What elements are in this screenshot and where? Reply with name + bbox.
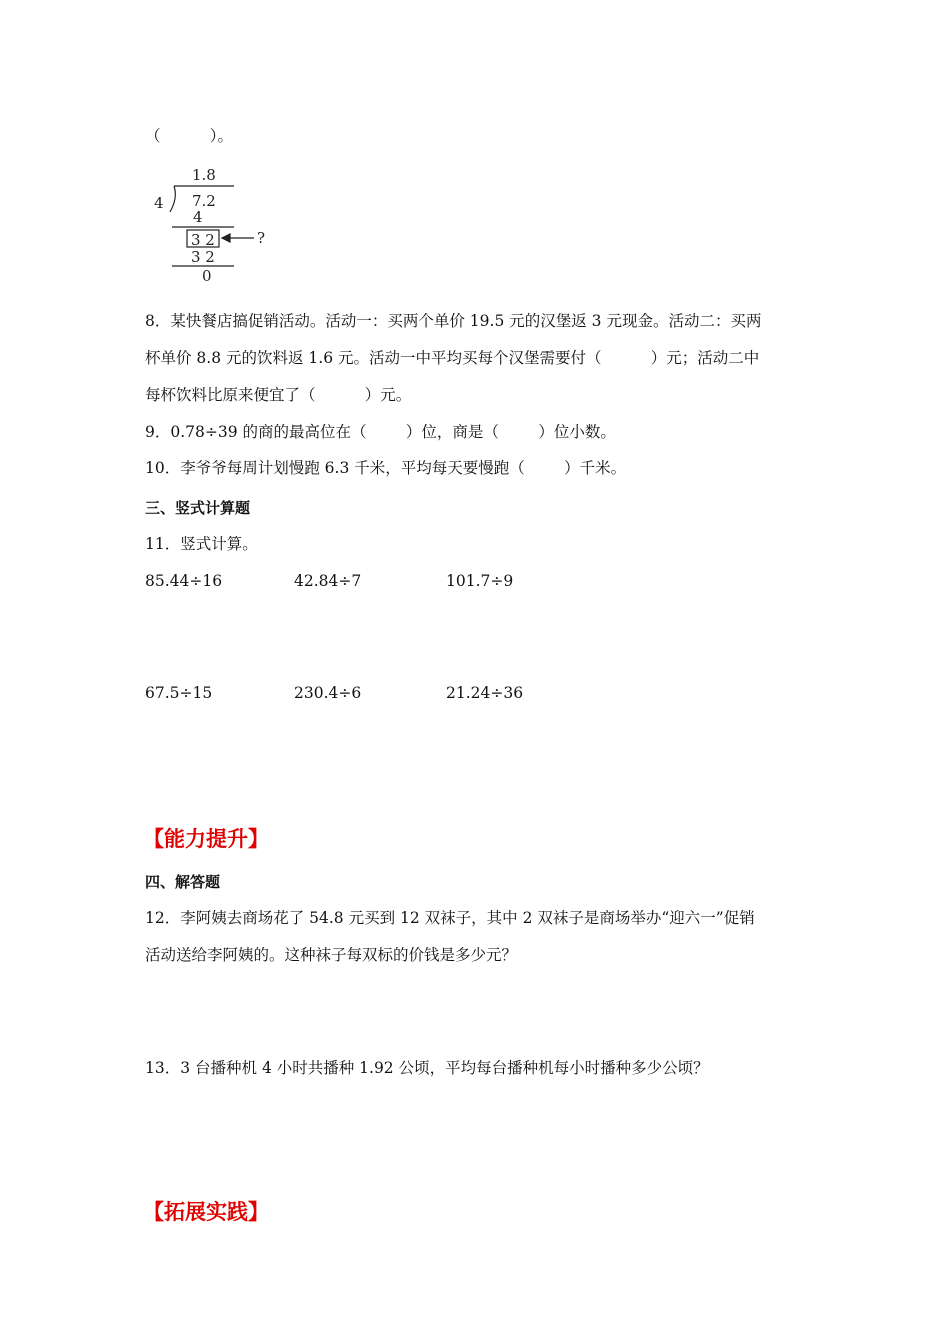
long-division-diagram [150, 164, 280, 289]
question-9: 9．0.78÷39 的商的最高位在（ ）位，商是（ ）位小数。 [145, 423, 616, 441]
section-3-heading: 三、竖式计算题 [145, 499, 251, 517]
question-12-line-1: 12．李阿姨去商场花了 54.8 元买到 12 双袜子，其中 2 双袜子是商场举办“迎六一”促销 [145, 909, 755, 927]
division-dividend: 7.2 [192, 192, 216, 210]
section-4-heading: 四、解答题 [145, 873, 221, 891]
division-arrow-head [222, 234, 230, 242]
ability-section-title: 【能力提升】 [143, 827, 269, 851]
problem-2-1: 67.5÷15 [145, 684, 213, 702]
division-step2-product: 3 2 [191, 248, 215, 266]
problem-1-3: 101.7÷9 [446, 572, 514, 590]
division-step1-product: 4 [193, 208, 203, 226]
practice-section-title: 【拓展实践】 [143, 1200, 269, 1224]
question-8-line-2: 杯单价 8.8 元的饮料返 1.6 元。活动一中平均买每个汉堡需要付（ ）元；活动二中 [145, 349, 760, 367]
division-question-mark: ? [257, 229, 266, 247]
division-step2-remainder: 3 2 [191, 231, 215, 249]
problem-2-3: 21.24÷36 [446, 684, 524, 702]
question-10: 10．李爷爷每周计划慢跑 6.3 千米，平均每天要慢跑（ ）千米。 [145, 459, 627, 477]
question-8-line-1: 8．某快餐店搞促销活动。活动一：买两个单价 19.5 元的汉堡返 3 元现金。活动二：买两 [145, 312, 762, 330]
division-divisor: 4 [154, 194, 164, 212]
question-7-tail: （ ）。 [145, 127, 234, 145]
problem-1-2: 42.84÷7 [294, 572, 362, 590]
question-11-title: 11．竖式计算。 [145, 535, 258, 553]
division-final-remainder: 0 [202, 267, 212, 285]
division-bracket-curve [170, 186, 175, 212]
problem-2-2: 230.4÷6 [294, 684, 362, 702]
question-13: 13．3 台播种机 4 小时共播种 1.92 公顷，平均每台播种机每小时播种多少公顷？ [145, 1059, 709, 1077]
question-12-line-2: 活动送给李阿姨的。这种袜子每双标的价钱是多少元？ [145, 946, 518, 964]
problem-1-1: 85.44÷16 [145, 572, 223, 590]
division-quotient: 1.8 [192, 166, 216, 184]
question-8-line-3: 每杯饮料比原来便宜了（ ）元。 [145, 386, 412, 404]
